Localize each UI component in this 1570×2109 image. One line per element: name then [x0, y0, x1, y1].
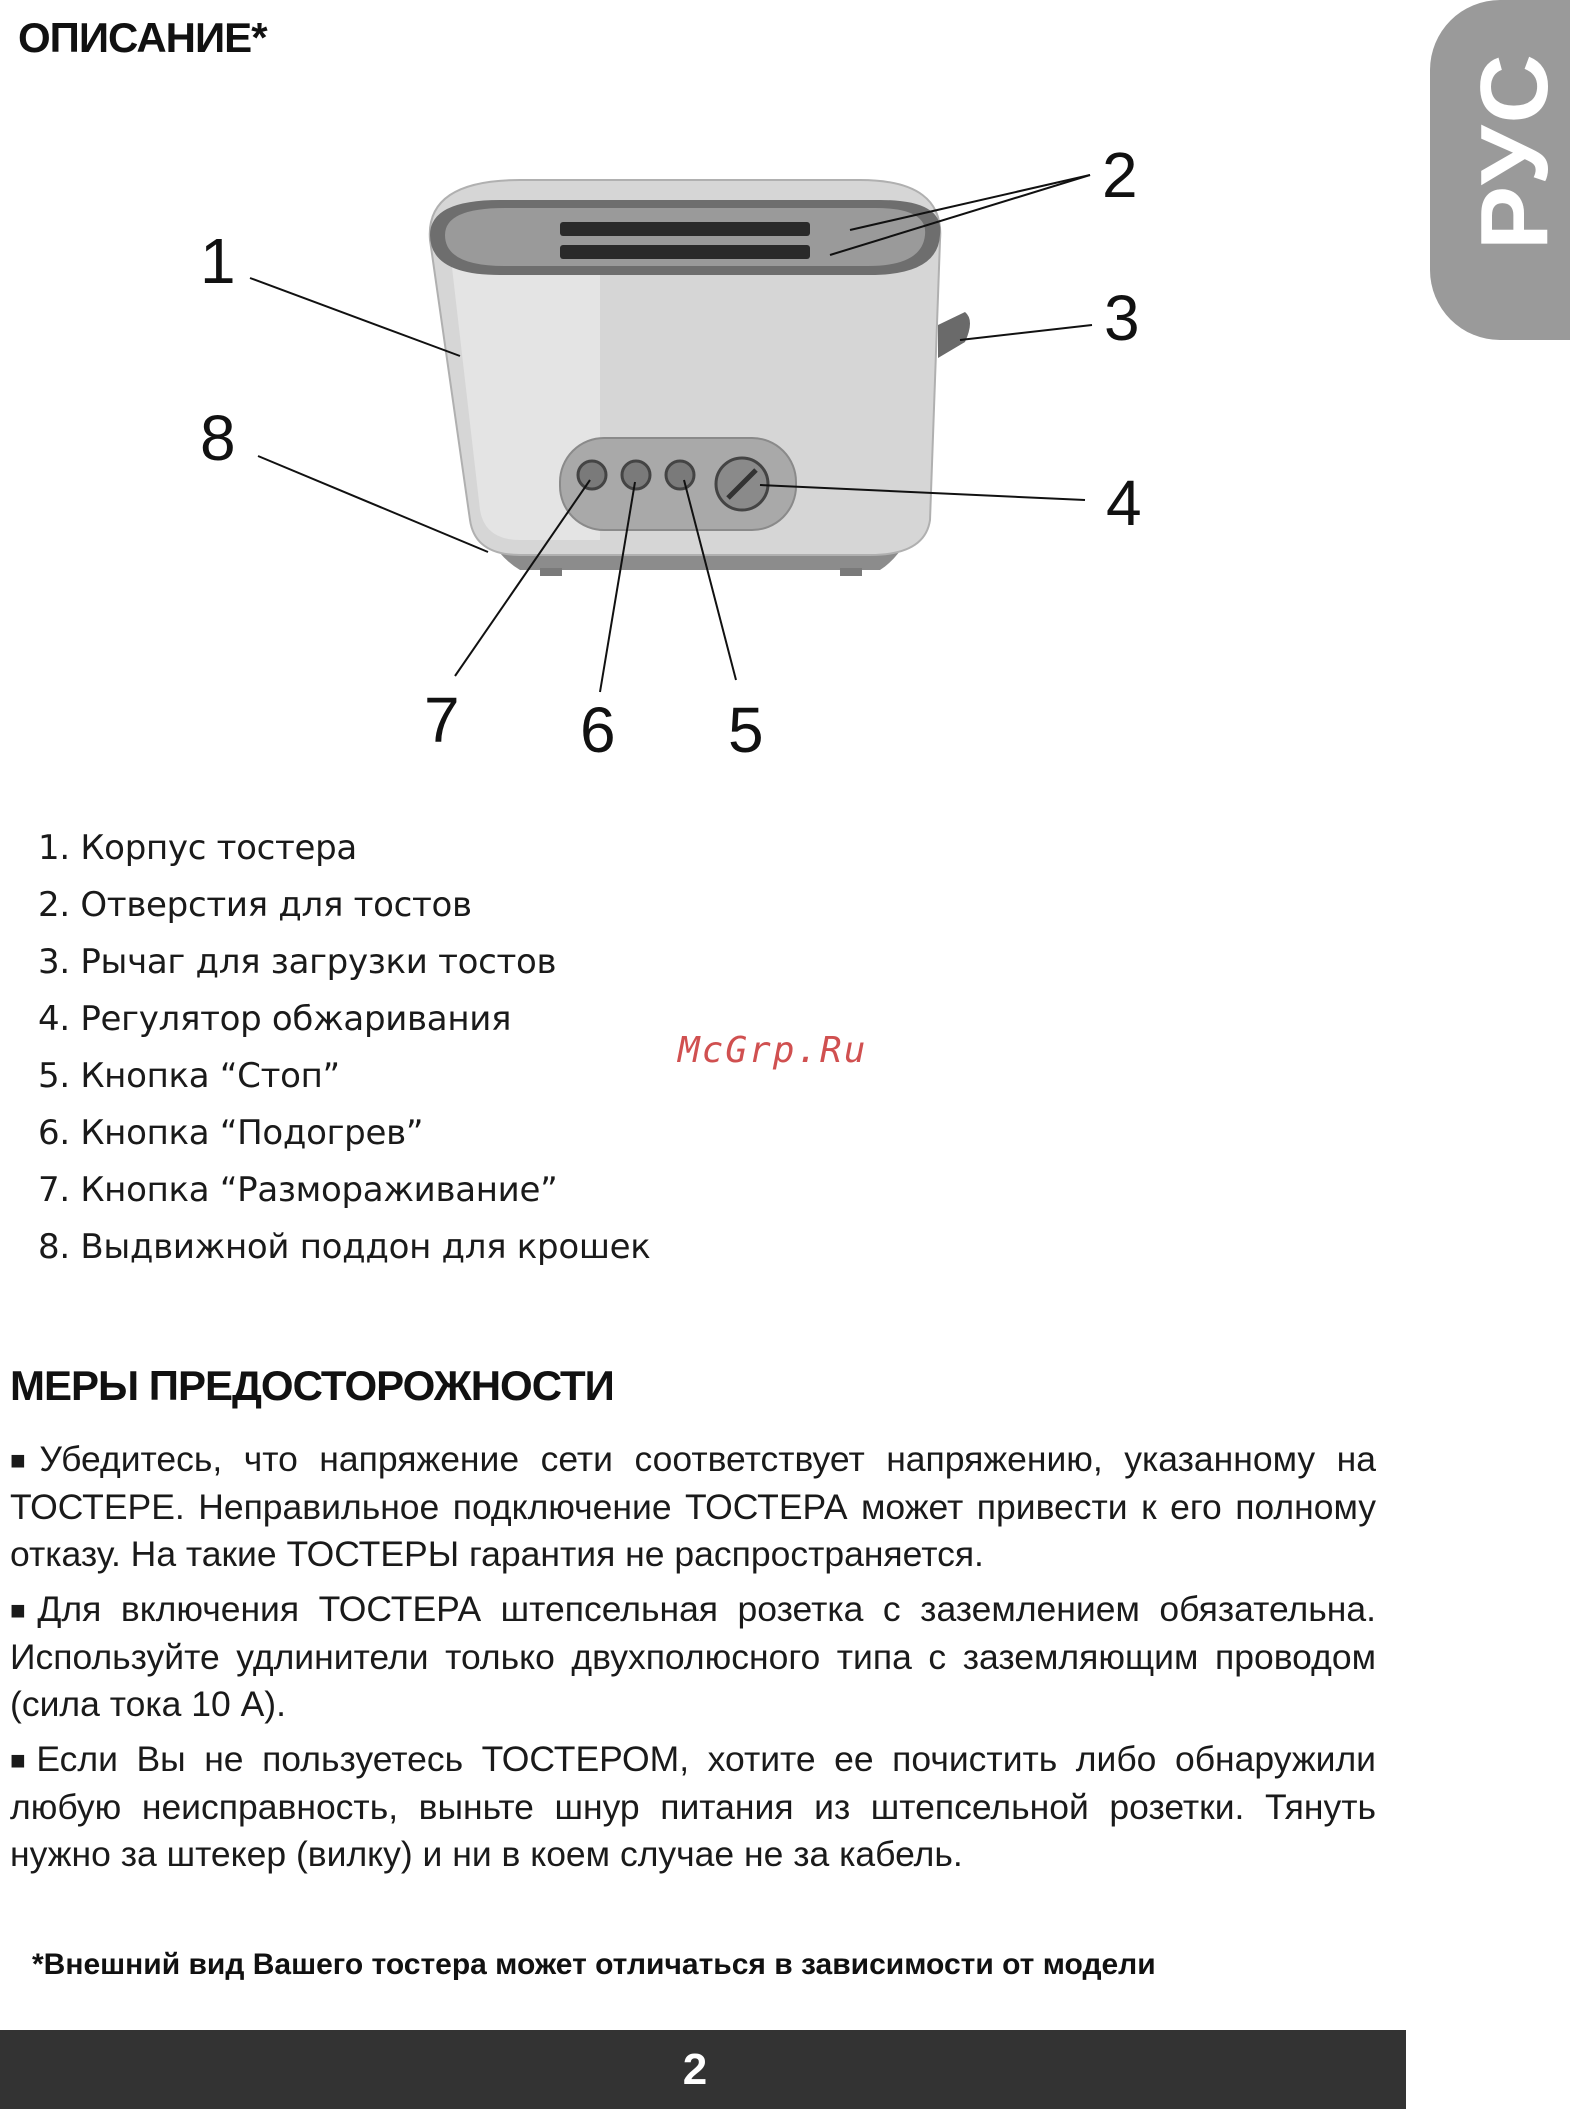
- callout-8: 8: [200, 402, 236, 474]
- list-item: 3. Рычаг для загрузки тостов: [38, 942, 557, 982]
- footnote: *Внешний вид Вашего тостера может отличаться в зависимости от модели: [32, 1948, 1156, 1981]
- callout-1: 1: [200, 225, 236, 297]
- list-item: 8. Выдвижной поддон для крошек: [38, 1227, 651, 1267]
- list-item: 4. Регулятор обжаривания: [38, 999, 512, 1039]
- precaution-paragraph: [10, 1586, 1376, 1728]
- bullet: ■: [10, 1595, 36, 1625]
- precaution-text: Для включения ТОСТЕРА штепсельная розетка с заземлением обязательна. Используйте удлинители только двухполюсного типа с заземляющим проводом (сила тока 10 А).: [10, 1589, 1376, 1724]
- list-item: 1. Корпус тостера: [38, 828, 357, 868]
- precaution-paragraph: [10, 1736, 1376, 1878]
- page-number: 2: [682, 2045, 708, 2094]
- footer-bar: [0, 2030, 1406, 2109]
- precaution-paragraph: [10, 1436, 1376, 1578]
- list-item: 5. Кнопка “Стоп”: [38, 1056, 340, 1096]
- list-item: 6. Кнопка “Подогрев”: [38, 1113, 424, 1153]
- callout-4: 4: [1106, 467, 1142, 539]
- watermark: McGrp.Ru: [678, 1030, 868, 1071]
- callout-3: 3: [1104, 282, 1140, 354]
- language-tab-label: РУС: [1461, 52, 1568, 250]
- section-title-precautions: МЕРЫ ПРЕДОСТОРОЖНОСТИ: [10, 1362, 614, 1409]
- callout-5: 5: [728, 694, 764, 766]
- precaution-text: Убедитесь, что напряжение сети соответствует напряжению, указанному на ТОСТЕРЕ. Неправильное подключение ТОСТЕРА может привести к его полному отказу. На такие ТОСТЕРЫ гарантия не распространяется.: [10, 1439, 1376, 1574]
- list-item: 7. Кнопка “Размораживание”: [38, 1170, 558, 1210]
- toaster-illustration: [430, 180, 970, 576]
- callout-2: 2: [1102, 139, 1138, 211]
- callout-6: 6: [580, 694, 616, 766]
- section-title-description: ОПИСАНИЕ*: [18, 14, 267, 61]
- parts-list: [38, 820, 651, 1276]
- toaster-diagram: [0, 80, 1542, 780]
- callout-7: 7: [424, 684, 460, 756]
- bullet: ■: [10, 1445, 38, 1475]
- precaution-text: Если Вы не пользуетесь ТОСТЕРОМ, хотите ее почистить либо обнаружили любую неисправность, выньте шнур питания из штепсельной розетки. Тянуть нужно за штекер (вилку) и ни в коем случае не за кабель.: [10, 1739, 1376, 1874]
- bullet: ■: [10, 1745, 35, 1775]
- list-item: 2. Отверстия для тостов: [38, 885, 472, 925]
